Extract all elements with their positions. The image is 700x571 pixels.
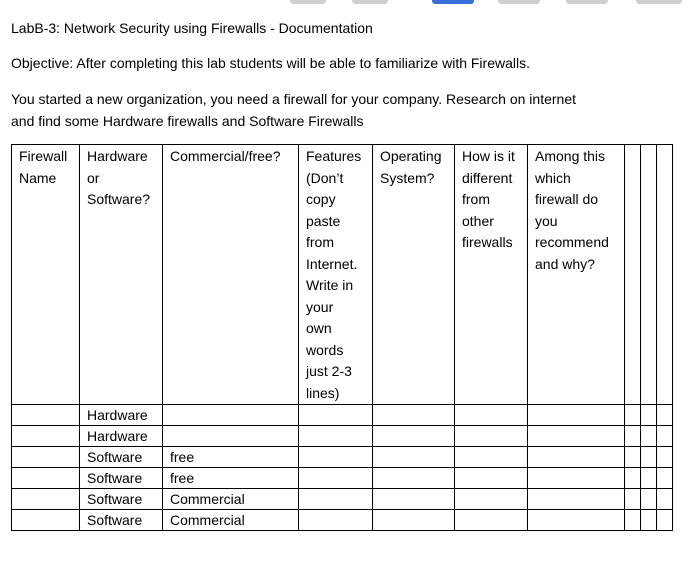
toolbar-tab[interactable] <box>290 0 326 4</box>
empty-cell[interactable] <box>641 468 657 489</box>
header-line: and why? <box>535 255 595 272</box>
header-line: Software? <box>87 191 151 207</box>
empty-cell[interactable] <box>657 447 673 468</box>
os-cell[interactable] <box>373 489 455 510</box>
empty-cell[interactable] <box>625 468 641 489</box>
table-row <box>12 510 673 531</box>
features-cell[interactable] <box>299 447 373 468</box>
header-line: words <box>306 341 344 358</box>
header-line: from <box>462 191 490 207</box>
header-line: Firewall <box>19 148 68 164</box>
header-line: firewall do <box>535 191 599 207</box>
table-row <box>12 447 673 468</box>
license-cell[interactable]: free <box>163 468 299 489</box>
recommendation-cell[interactable] <box>528 510 625 531</box>
toolbar-tab[interactable] <box>566 0 608 4</box>
features-cell[interactable] <box>299 510 373 531</box>
table-header-row <box>12 145 673 405</box>
header-line: Commercial/free? <box>170 148 281 164</box>
empty-cell[interactable] <box>641 145 657 405</box>
recommendation-cell[interactable] <box>528 489 625 510</box>
header-line: different <box>462 169 513 186</box>
empty-cell[interactable] <box>625 145 641 405</box>
firewall-name-cell[interactable] <box>12 468 80 489</box>
type-cell[interactable]: Software <box>80 468 163 489</box>
header-line: your <box>306 298 334 315</box>
type-cell[interactable]: Software <box>80 489 163 510</box>
header-recommendation <box>528 145 625 405</box>
difference-cell[interactable] <box>455 405 528 426</box>
header-line: or <box>87 169 100 186</box>
difference-cell[interactable] <box>455 426 528 447</box>
header-line: How is it <box>462 148 515 164</box>
header-hardware-or-software <box>80 145 163 405</box>
firewall-name-cell[interactable] <box>12 426 80 447</box>
empty-cell[interactable] <box>625 510 641 531</box>
empty-cell[interactable] <box>625 447 641 468</box>
features-cell[interactable] <box>299 468 373 489</box>
header-line: System? <box>380 169 435 186</box>
header-line: copy <box>306 191 336 207</box>
header-line: Name <box>19 169 57 186</box>
empty-cell[interactable] <box>657 145 673 405</box>
header-line: paste <box>306 212 341 229</box>
header-firewall-name <box>12 145 80 405</box>
table-row <box>12 426 673 447</box>
os-cell[interactable] <box>373 468 455 489</box>
features-cell[interactable] <box>299 489 373 510</box>
header-line: just 2-3 <box>306 363 352 379</box>
firewall-name-cell[interactable] <box>12 447 80 468</box>
header-line: other <box>462 212 494 229</box>
empty-cell[interactable] <box>641 489 657 510</box>
document-title: LabB-3: Network Security using Firewalls - Documentation <box>11 20 373 36</box>
toolbar-tab[interactable] <box>498 0 540 4</box>
recommendation-cell[interactable] <box>528 447 625 468</box>
os-cell[interactable] <box>373 447 455 468</box>
os-cell[interactable] <box>373 405 455 426</box>
header-line: own <box>306 320 332 336</box>
license-cell[interactable] <box>163 426 299 447</box>
firewall-name-cell[interactable] <box>12 510 80 531</box>
empty-cell[interactable] <box>641 447 657 468</box>
toolbar-strip <box>0 0 700 6</box>
table-row <box>12 489 673 510</box>
license-cell[interactable]: Commercial <box>163 489 299 510</box>
header-line: you <box>535 212 558 229</box>
table-row <box>12 405 673 426</box>
header-features <box>299 145 373 405</box>
toolbar-tab[interactable] <box>352 0 388 4</box>
difference-cell[interactable] <box>455 510 528 531</box>
features-cell[interactable] <box>299 426 373 447</box>
header-how-different <box>455 145 528 405</box>
header-line: which <box>535 169 571 186</box>
empty-cell[interactable] <box>625 405 641 426</box>
header-line: from <box>306 234 334 250</box>
empty-cell[interactable] <box>625 489 641 510</box>
firewall-table <box>11 144 673 531</box>
os-cell[interactable] <box>373 510 455 531</box>
header-line: Write in <box>306 277 354 293</box>
firewall-name-cell[interactable] <box>12 489 80 510</box>
header-operating-system <box>373 145 455 405</box>
header-line: recommend <box>535 234 609 250</box>
type-cell[interactable]: Software <box>80 447 163 468</box>
difference-cell[interactable] <box>455 489 528 510</box>
header-line: Hardware <box>87 148 148 164</box>
recommendation-cell[interactable] <box>528 405 625 426</box>
header-line: Among this <box>535 148 606 164</box>
empty-cell[interactable] <box>657 468 673 489</box>
intro-text-line-2: and find some Hardware firewalls and Software Firewalls <box>11 113 364 129</box>
empty-cell[interactable] <box>625 426 641 447</box>
header-line: Operating <box>380 148 442 164</box>
empty-cell[interactable] <box>641 405 657 426</box>
header-line: Internet. <box>306 255 358 272</box>
empty-cell[interactable] <box>657 510 673 531</box>
os-cell[interactable] <box>373 426 455 447</box>
toolbar-tab[interactable] <box>636 0 682 4</box>
license-cell[interactable] <box>163 405 299 426</box>
intro-text-line-1: You started a new organization, you need a firewall for your company. Research on internet <box>11 91 576 107</box>
header-commercial-free <box>163 145 299 405</box>
header-line: lines) <box>306 384 340 401</box>
header-line: Features <box>306 148 362 164</box>
recommendation-cell[interactable] <box>528 426 625 447</box>
type-cell[interactable]: Hardware <box>80 426 163 447</box>
empty-cell[interactable] <box>657 489 673 510</box>
empty-cell[interactable] <box>641 510 657 531</box>
firewall-name-cell[interactable] <box>12 405 80 426</box>
difference-cell[interactable] <box>455 447 528 468</box>
toolbar-tab-active[interactable] <box>432 0 474 4</box>
objective-text: Objective: After completing this lab students will be able to familiarize with Firewalls. <box>11 55 530 71</box>
header-line: (Don’t <box>306 169 344 186</box>
license-cell[interactable]: Commercial <box>163 510 299 531</box>
type-cell[interactable]: Hardware <box>80 405 163 426</box>
empty-cell[interactable] <box>641 426 657 447</box>
header-line: firewalls <box>462 234 513 250</box>
type-cell[interactable]: Software <box>80 510 163 531</box>
recommendation-cell[interactable] <box>528 468 625 489</box>
difference-cell[interactable] <box>455 468 528 489</box>
empty-cell[interactable] <box>657 405 673 426</box>
license-cell[interactable]: free <box>163 447 299 468</box>
table-row <box>12 468 673 489</box>
empty-cell[interactable] <box>657 426 673 447</box>
features-cell[interactable] <box>299 405 373 426</box>
